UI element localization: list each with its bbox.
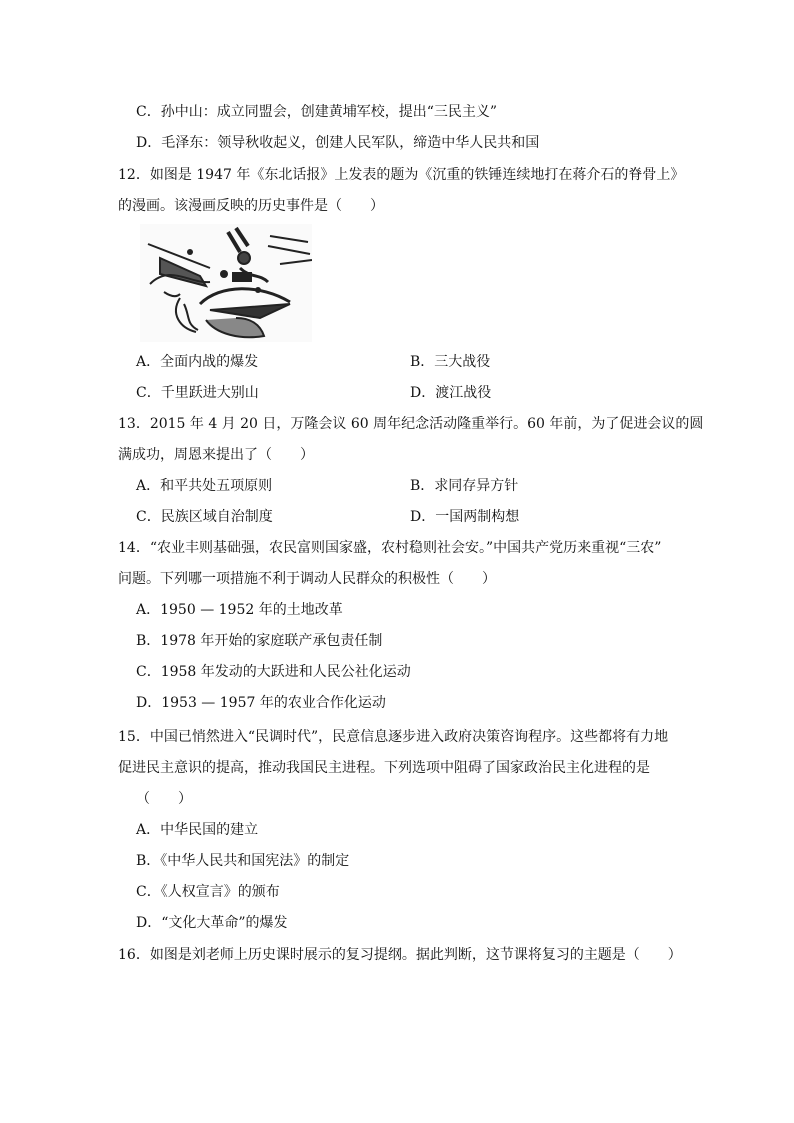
hammer-cartoon-image bbox=[140, 224, 312, 342]
q12-option-b: B．三大战役 bbox=[410, 354, 491, 370]
q12-option-d: D．渡江战役 bbox=[410, 385, 492, 401]
q15-stem-line1: 15．中国已悄然进入“民调时代”，民意信息逐步进入政府决策咨询程序。这些都将有力地 bbox=[118, 729, 669, 745]
q13-option-b: B．求同存异方针 bbox=[410, 478, 519, 494]
q15-option-b: B．《中华人民共和国宪法》的制定 bbox=[136, 853, 350, 869]
q14-option-d: D．1953 — 1957 年的农业合作化运动 bbox=[136, 695, 386, 711]
q15-option-d: D．“文化大革命”的爆发 bbox=[136, 915, 288, 931]
q13-option-c: C．民族区域自治制度 bbox=[136, 509, 273, 525]
q15-stem-line3: （ ） bbox=[136, 791, 192, 807]
q14-stem-line1: 14．“农业丰则基础强，农民富则国家盛，农村稳则社会安。”中国共产党历来重视“三农” bbox=[118, 540, 662, 556]
q15-option-c: C．《人权宣言》的颁布 bbox=[136, 884, 280, 900]
q13-stem-line1: 13．2015 年 4 月 20 日，万隆会议 60 周年纪念活动隆重举行。60 年前，为了促进会议的圆 bbox=[118, 416, 704, 432]
q14-option-a: A．1950 — 1952 年的土地改革 bbox=[136, 602, 343, 618]
q16-stem-line1: 16．如图是刘老师上历史课时展示的复习提纲。据此判断，这节课将复习的主题是（ ） bbox=[118, 947, 682, 963]
q14-stem-line2: 问题。下列哪一项措施不利于调动人民群众的积极性（ ） bbox=[118, 571, 496, 587]
q12-stem-line2: 的漫画。该漫画反映的历史事件是（ ） bbox=[118, 198, 384, 214]
q15-option-a: A．中华民国的建立 bbox=[136, 822, 259, 838]
q13-stem-line2: 满成功，周恩来提出了（ ） bbox=[118, 447, 314, 463]
q13-option-a: A．和平共处五项原则 bbox=[136, 478, 273, 494]
q15-stem-line2: 促进民主意识的提高，推动我国民主进程。下列选项中阻碍了国家政治民主化进程的是 bbox=[118, 760, 650, 776]
q13-option-d: D．一国两制构想 bbox=[410, 509, 520, 525]
q14-option-b: B．1978 年开始的家庭联产承包责任制 bbox=[136, 633, 383, 649]
q11-option-c: C．孙中山：成立同盟会，创建黄埔军校，提出“三民主义” bbox=[136, 104, 498, 120]
q14-option-c: C．1958 年发动的大跃进和人民公社化运动 bbox=[136, 664, 411, 680]
q12-option-a: A．全面内战的爆发 bbox=[136, 354, 259, 370]
q12-option-c: C．千里跃进大别山 bbox=[136, 385, 259, 401]
q12-stem-line1: 12．如图是 1947 年《东北话报》上发表的题为《沉重的铁锤连续地打在蒋介石的脊骨上》 bbox=[118, 167, 685, 183]
q11-option-d: D．毛泽东：领导秋收起义，创建人民军队，缔造中华人民共和国 bbox=[136, 135, 540, 151]
